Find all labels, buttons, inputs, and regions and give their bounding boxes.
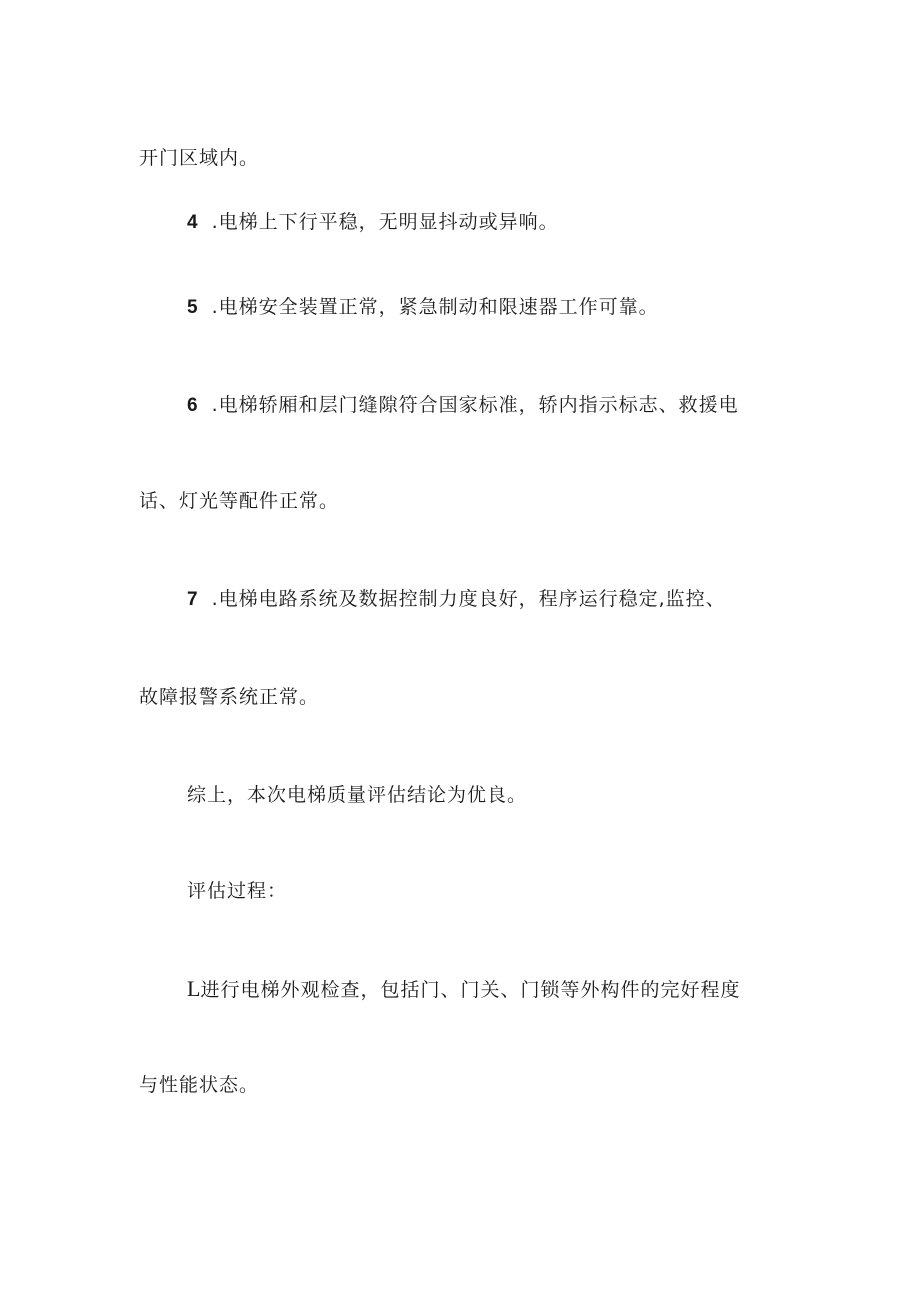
list-item-6-continuation: 话、灯光等配件正常。 xyxy=(139,490,340,512)
list-text: .电梯上下行平稳，无明显抖动或异响。 xyxy=(211,211,559,233)
step-prefix: L xyxy=(187,976,201,1001)
list-text: .电梯电路系统及数据控制力度良好，程序运行稳定,监控、 xyxy=(211,588,726,610)
list-item-4 xyxy=(187,210,559,235)
list-text: .电梯安全装置正常，紧急制动和限速器工作可靠。 xyxy=(211,296,659,318)
list-item-7 xyxy=(187,587,726,612)
list-number: 6 xyxy=(187,395,198,416)
list-item-5 xyxy=(187,295,659,320)
list-number: 7 xyxy=(187,589,198,610)
list-number: 4 xyxy=(187,212,198,233)
list-item-6 xyxy=(187,393,739,418)
paragraph-continuation: 开门区域内。 xyxy=(139,147,260,169)
process-heading: 评估过程： xyxy=(187,880,288,902)
list-item-7-continuation: 故障报警系统正常。 xyxy=(139,686,320,708)
process-step-1-continuation: 与性能状态。 xyxy=(139,1074,260,1096)
process-step-1 xyxy=(187,977,740,1002)
list-text: .电梯轿厢和层门缝隙符合国家标准，轿内指示标志、救援电 xyxy=(211,394,739,416)
step-text: 进行电梯外观检查，包括门、门关、门锁等外构件的完好程度 xyxy=(200,979,741,1001)
conclusion-paragraph: 综上，本次电梯质量评估结论为优良。 xyxy=(187,784,528,806)
list-number: 5 xyxy=(187,297,198,318)
